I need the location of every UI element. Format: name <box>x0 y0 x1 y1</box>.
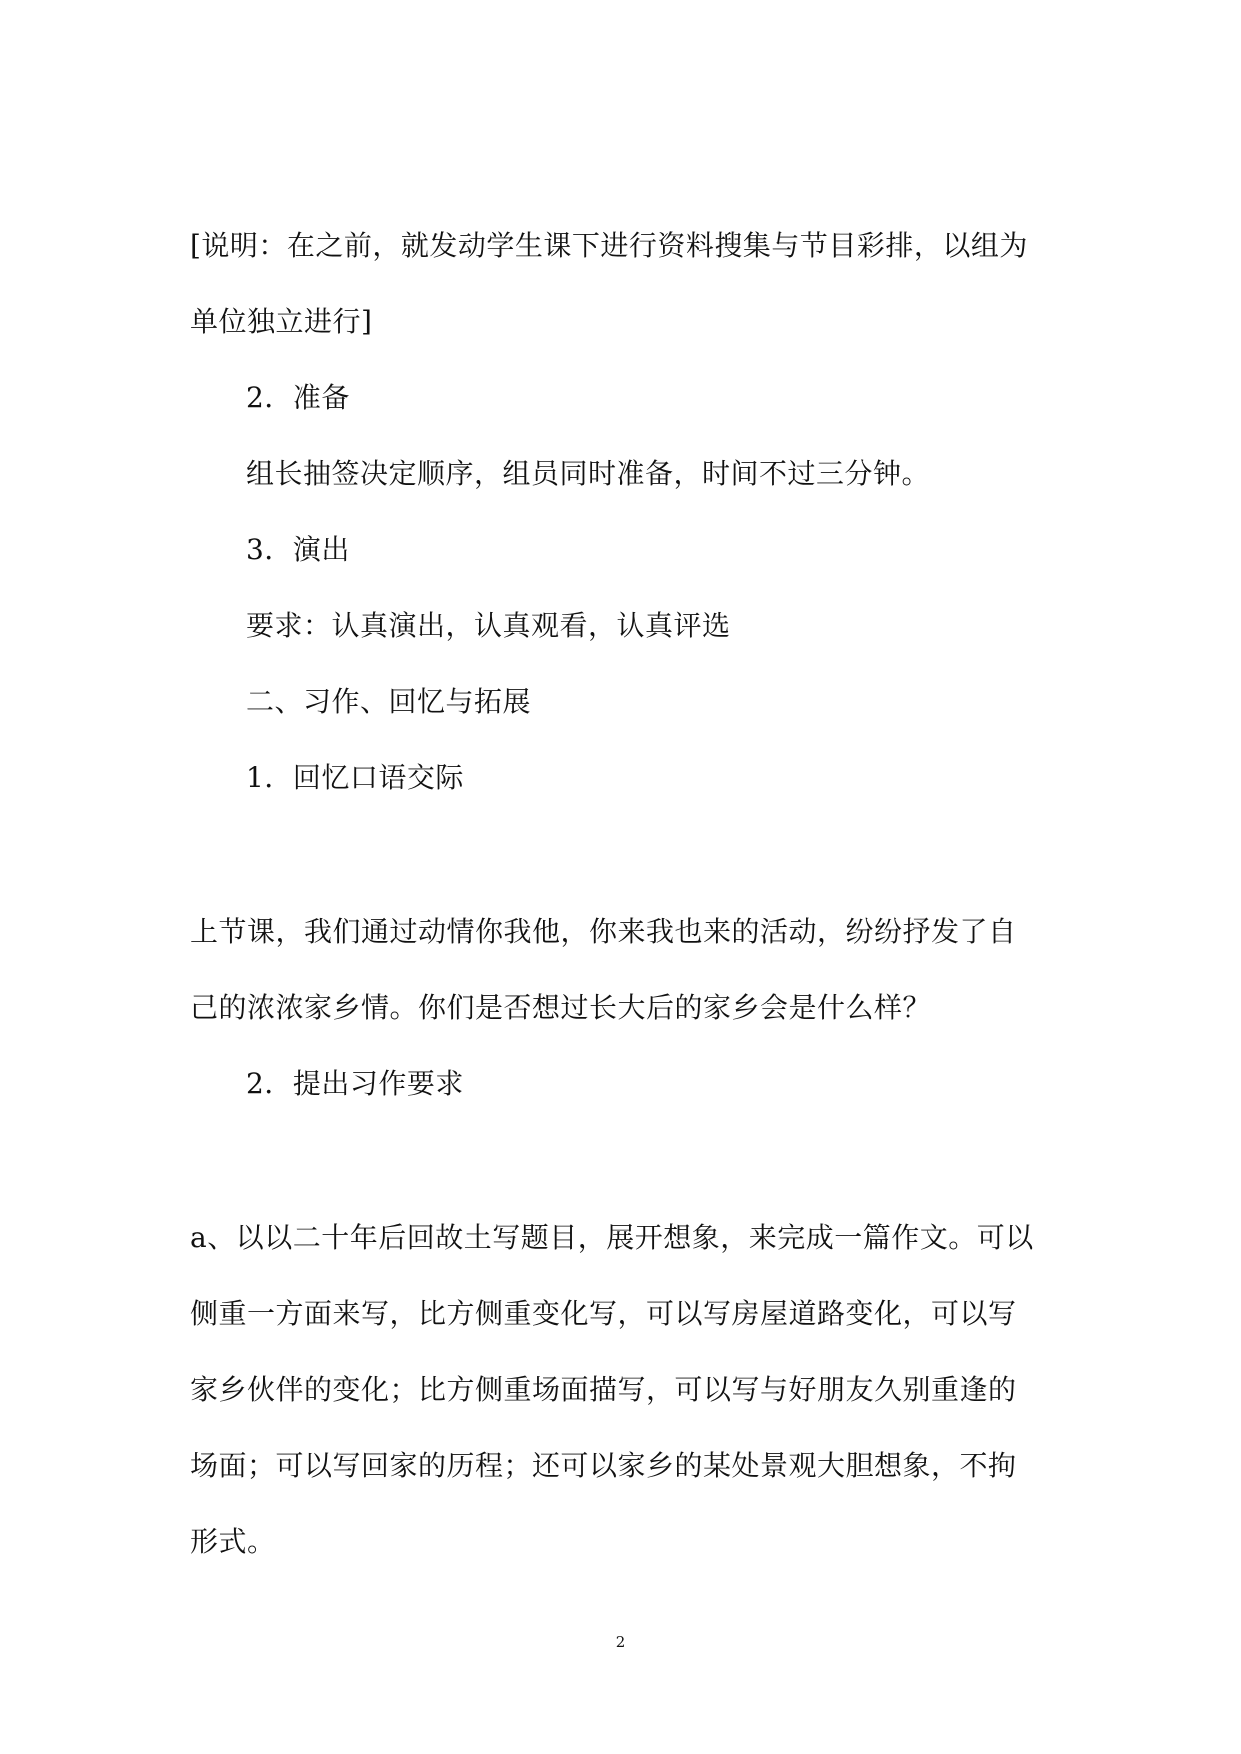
heading-perform: 3．演出 <box>246 533 350 566</box>
paragraph-prepare: 组长抽签决定顺序，组员同时准备，时间不过三分钟。 <box>246 457 931 490</box>
paragraph-writing-line-2: 侧重一方面来写，比方侧重变化写，可以写房屋道路变化，可以写 <box>190 1297 1017 1330</box>
paragraph-recall-line-2: 己的浓浓家乡情。你们是否想过长大后的家乡会是什么样？ <box>190 991 932 1024</box>
heading-writing-requirements: 2．提出习作要求 <box>246 1067 464 1100</box>
heading-prepare: 2．准备 <box>246 381 350 414</box>
page-number: 2 <box>615 1633 626 1651</box>
section-heading-writing: 二、习作、回忆与拓展 <box>246 685 532 718</box>
paragraph-recall-line-1: 上节课，我们通过动情你我他，你来我也来的活动，纷纷抒发了自 <box>190 915 1017 948</box>
paragraph-requirements: 要求：认真演出，认真观看，认真评选 <box>246 609 731 642</box>
heading-recall: 1．回忆口语交际 <box>246 761 464 794</box>
paragraph-writing-line-3: 家乡伙伴的变化；比方侧重场面描写，可以写与好朋友久别重逢的 <box>190 1373 1017 1406</box>
paragraph-writing-line-5: 形式。 <box>190 1525 276 1558</box>
paragraph-writing-line-4: 场面；可以写回家的历程；还可以家乡的某处景观大胆想象，不拘 <box>190 1449 1017 1482</box>
paragraph-note-line-2: 单位独立进行] <box>190 305 373 338</box>
paragraph-note-line-1: [说明：在之前，就发动学生课下进行资料搜集与节目彩排，以组为 <box>190 229 1028 262</box>
paragraph-writing-line-1: a、以以二十年后回故土写题目，展开想象，来完成一篇作文。可以 <box>190 1221 1034 1254</box>
